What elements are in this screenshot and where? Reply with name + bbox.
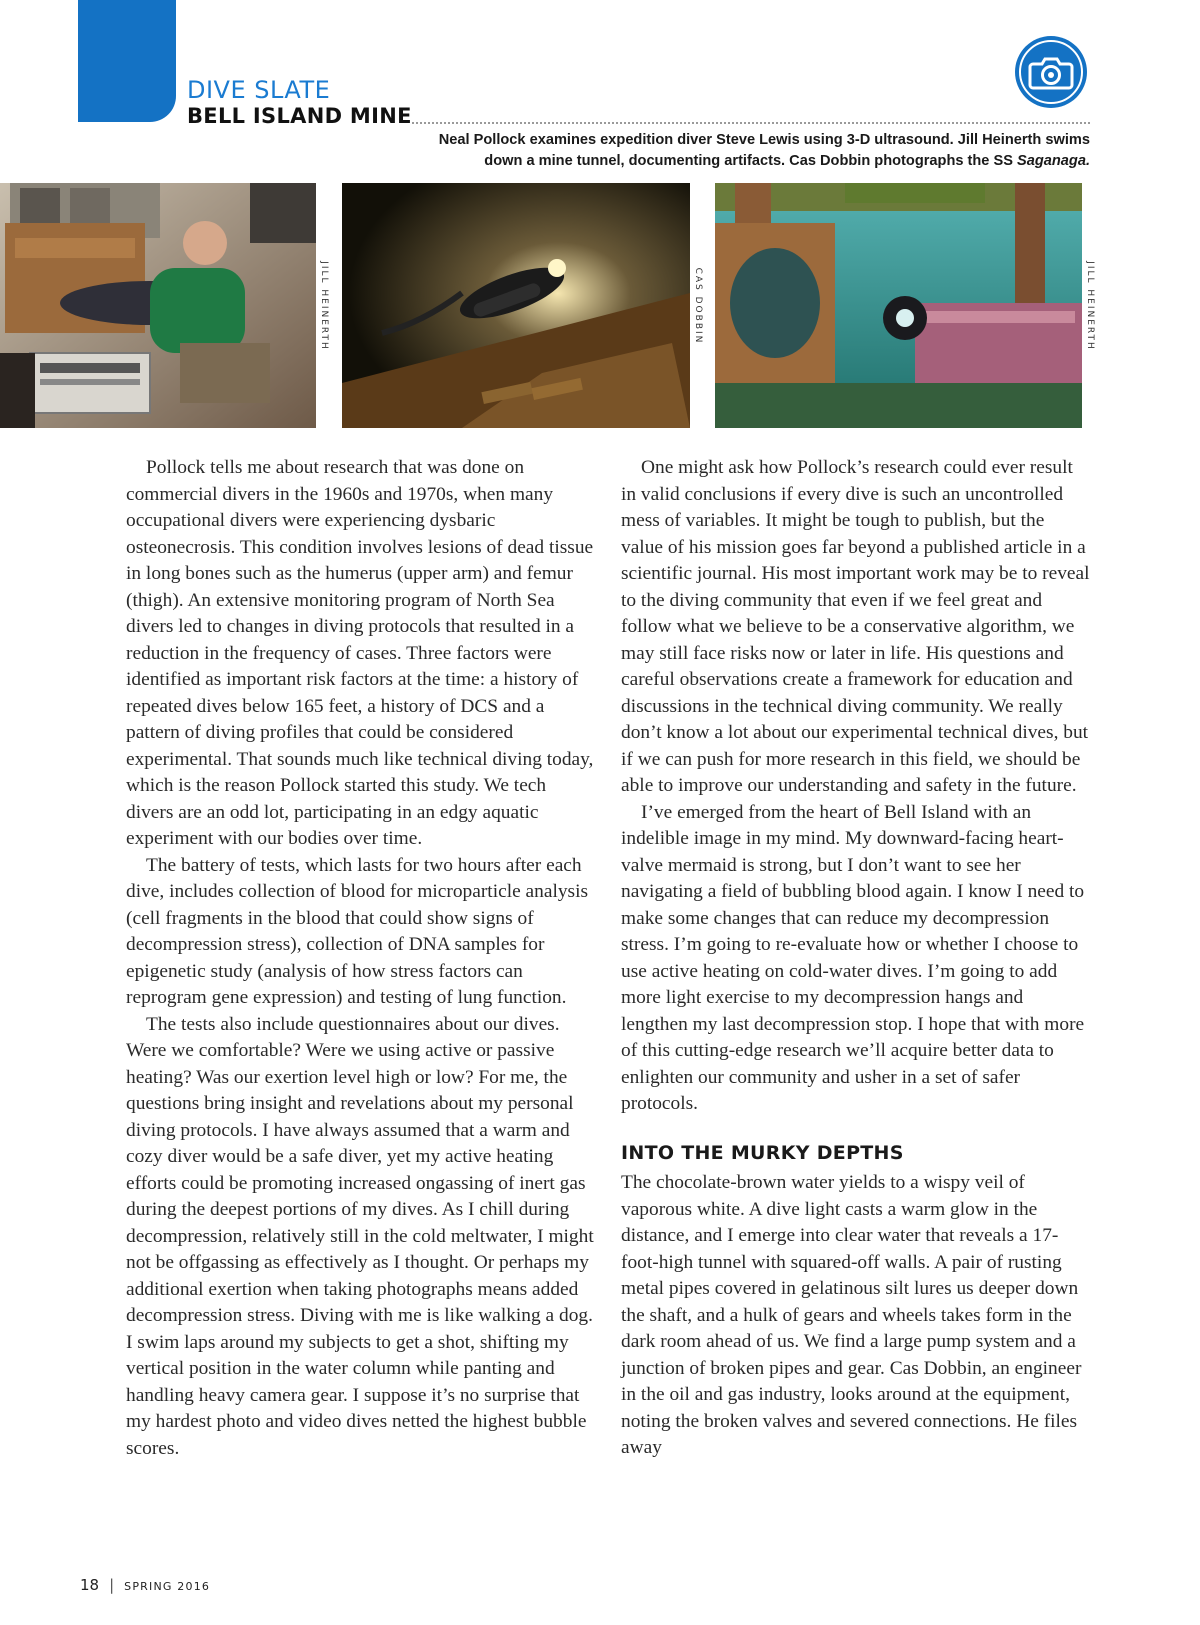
footer-separator: |	[109, 1576, 115, 1594]
photo-credit-1: JILL HEINERTH	[319, 260, 329, 351]
body-paragraph: Pollock tells me about research that was done on commercial divers in the 1960s and 1970s, when many occupational divers were experiencing dysbaric osteonecrosis. This condition involves lesions of dead tissue in long bones such as the humerus (upper arm) and femur (thigh). An extensive monitoring program of North Sea divers led to changes in diving protocols that resulted in a reduction in the frequency of cases. Three factors were identified as important risk factors at the time: a history of repeated dives below 165 feet, a history of DCS and a pattern of diving profiles that could be considered experimental. That sounds much like technical diving today, which is the reason Pollock started this study. We tech divers are an odd lot, participating in an edgy aquatic experiment with our bodies over time.	[126, 457, 594, 849]
department-kicker: DIVE SLATE	[187, 76, 331, 104]
subhead: INTO THE MURKY DEPTHS	[621, 1141, 904, 1164]
body-paragraph: The battery of tests, which lasts for two hours after each dive, includes collection of blood for microparticle analysis (cell fragments in the blood that could show signs of decompression stress), collection of DNA samples for epigenetic study (analysis of how stress factors can reprogram gene expression) and testing of lung function.	[126, 854, 589, 1008]
photo-credit-2: CAS DOBBIN	[693, 267, 703, 344]
page-footer	[80, 1576, 210, 1594]
caption-line-1: Neal Pollock examines expedition diver Steve Lewis using 3-D ultrasound. Jill Heinerth swims	[438, 132, 1090, 148]
body-paragraph: The tests also include questionnaires about our dives. Were we comfortable? Were we using active or passive heating? Was our exertion level high or low? For me, the questions bring insight and revelations about my personal diving protocols. I have always assumed that a warm and cozy diver would be a safe diver, yet my active heating efforts could be promoting increased ongassing of inert gas during the deepest portions of my dives. As I chill during decompression, relatively still in the cold meltwater, I might not be offgassing as effectively as I thought. Or perhaps my additional exertion when taking photographs means added decompression stress. Diving with me is like walking a dog. I swim laps around my subjects to get a shot, shifting my vertical position in the water column while panting and handling heavy camera gear. I suppose it’s no surprise that my hardest photo and video dives netted the highest bubble scores.	[126, 1013, 594, 1459]
photo-credit-3: JILL HEINERTH	[1085, 260, 1095, 351]
ultrasound-exam-photo	[0, 183, 316, 428]
section-title: BELL ISLAND MINE	[187, 104, 412, 128]
page-number: 18	[80, 1576, 100, 1594]
body-paragraph: One might ask how Pollock’s research could ever result in valid conclusions if every dive is such an uncontrolled mess of variables. It might be tough to publish, but the value of his mission goes far beyond a published article in a scientific journal. His most important work may be to reveal to the diving community that even if we feel great and follow what we believe to be a conservative algorithm, we may still face risks now or later in life. His questions and careful observations create a framework for education and discussions in the technical diving community. We really don’t know a lot about our experimental technical dives, but if we can push for more research in this field, we should be able to improve our understanding and safety in the future.	[621, 457, 1090, 796]
body-paragraph: I’ve emerged from the heart of Bell Island with an indelible image in my mind. My downward-facing heart-valve mermaid is strong, but I don’t want to see her navigating a field of bubbling blood again. I know I need to make some changes that can reduce my decompression stress. I’m going to re-evaluate how or whether I choose to use active heating on cold-water dives. I’m going to add more light exercise to my decompression hangs and lengthen my last decompression stop. I hope that with more of this cutting-edge research we’ll acquire better data to enlighten our community and usher in a set of safer protocols.	[621, 801, 1085, 1114]
camera-icon	[1013, 34, 1089, 110]
body-paragraph: The chocolate-brown water yields to a wispy veil of vaporous white. A dive light casts a warm glow in the distance, and I emerge into clear water that reveals a 17-foot-high tunnel with squared-off walls. A pair of rusting metal pipes covered in gelatinous silt lures us deeper down the shaft, and a hulk of gears and wheels takes form in the dark room ahead of us. We find a large pump system and a junction of broken pipes and gear. Cas Dobbin, an engineer in the oil and gas industry, looks around at the equipment, noting the broken valves and severed connections. He files away	[621, 1172, 1082, 1458]
issue-label: SPRING 2016	[124, 1580, 211, 1593]
mine-tunnel-diver-photo	[342, 183, 690, 428]
caption-rule	[412, 122, 1090, 124]
photo-caption	[395, 130, 1090, 172]
saganaga-wreck-photo	[715, 183, 1082, 428]
caption-line-2: down a mine tunnel, documenting artifacts. Cas Dobbin photographs the SS Saganaga.	[484, 153, 1090, 169]
left-column	[126, 455, 596, 1462]
right-column	[621, 455, 1091, 1462]
section-color-tab	[78, 0, 176, 122]
